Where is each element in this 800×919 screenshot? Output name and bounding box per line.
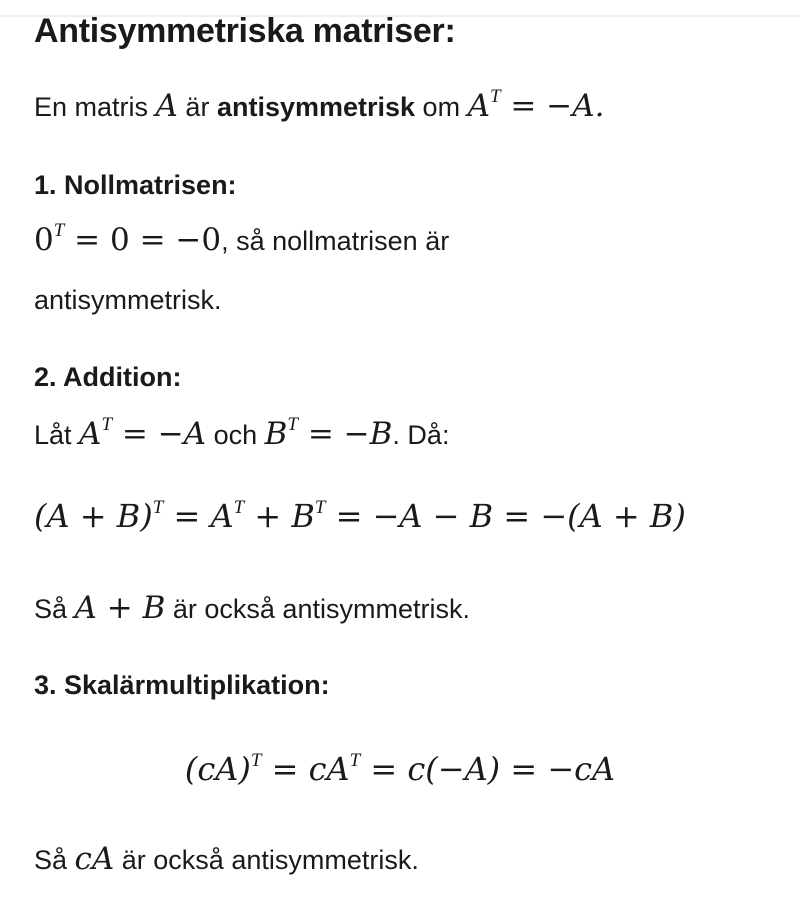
math: = cA (261, 750, 350, 788)
section2-conclusion (34, 590, 470, 626)
math: + B (244, 497, 315, 535)
math: = −A − B = −(A + B) (325, 497, 686, 535)
math: = −A (112, 416, 207, 452)
math: A (79, 416, 102, 452)
math-sup: T (349, 750, 361, 771)
text: är också antisymmetrisk. (165, 594, 470, 624)
math-sup: T (489, 86, 501, 107)
page-title: Antisymmetriska matriser: (34, 12, 456, 50)
text: En matris (34, 92, 156, 122)
section3-conclusion (34, 841, 419, 877)
math: A + B (74, 590, 166, 626)
math-sup: T (101, 414, 113, 435)
display-equation (34, 497, 686, 535)
section-heading: 1. Nollmatrisen: (34, 170, 237, 200)
text: Låt (34, 420, 80, 450)
math-sup: T (250, 750, 262, 771)
text: och (206, 420, 265, 450)
display-equation (0, 750, 800, 788)
section2-line (34, 416, 449, 452)
text: Så (34, 845, 75, 875)
text: antisymmetrisk. (34, 285, 222, 315)
text: . Då: (392, 420, 450, 450)
math: 0 (34, 222, 54, 258)
math: = −B (297, 416, 393, 452)
text: är också antisymmetrisk. (114, 845, 419, 875)
math-sup: T (53, 220, 65, 241)
text: Så (34, 594, 75, 624)
math: cA (74, 841, 115, 877)
math: (A + B) (34, 497, 153, 535)
math: B (264, 416, 288, 452)
math-sup: T (314, 497, 326, 518)
text: om (415, 92, 468, 122)
bold-term: antisymmetrisk (216, 92, 416, 122)
section-heading: 3. Skalärmultiplikation: (34, 670, 330, 700)
section-heading: 2. Addition: (34, 362, 182, 392)
math: = c(−A) = −cA (360, 750, 616, 788)
math: A (155, 88, 178, 124)
math-sup: T (287, 414, 298, 435)
intro-line (34, 88, 604, 124)
math: (cA) (184, 750, 251, 788)
text: , så nollmatrisen är (221, 226, 450, 256)
math: = −A. (500, 88, 605, 124)
math: = A (163, 497, 234, 535)
math-sup: T (233, 497, 245, 518)
section1-line (34, 222, 449, 258)
math-sup: T (152, 497, 164, 518)
math: A (467, 88, 490, 124)
math: = 0 = −0 (64, 222, 222, 258)
text: är (177, 92, 217, 122)
